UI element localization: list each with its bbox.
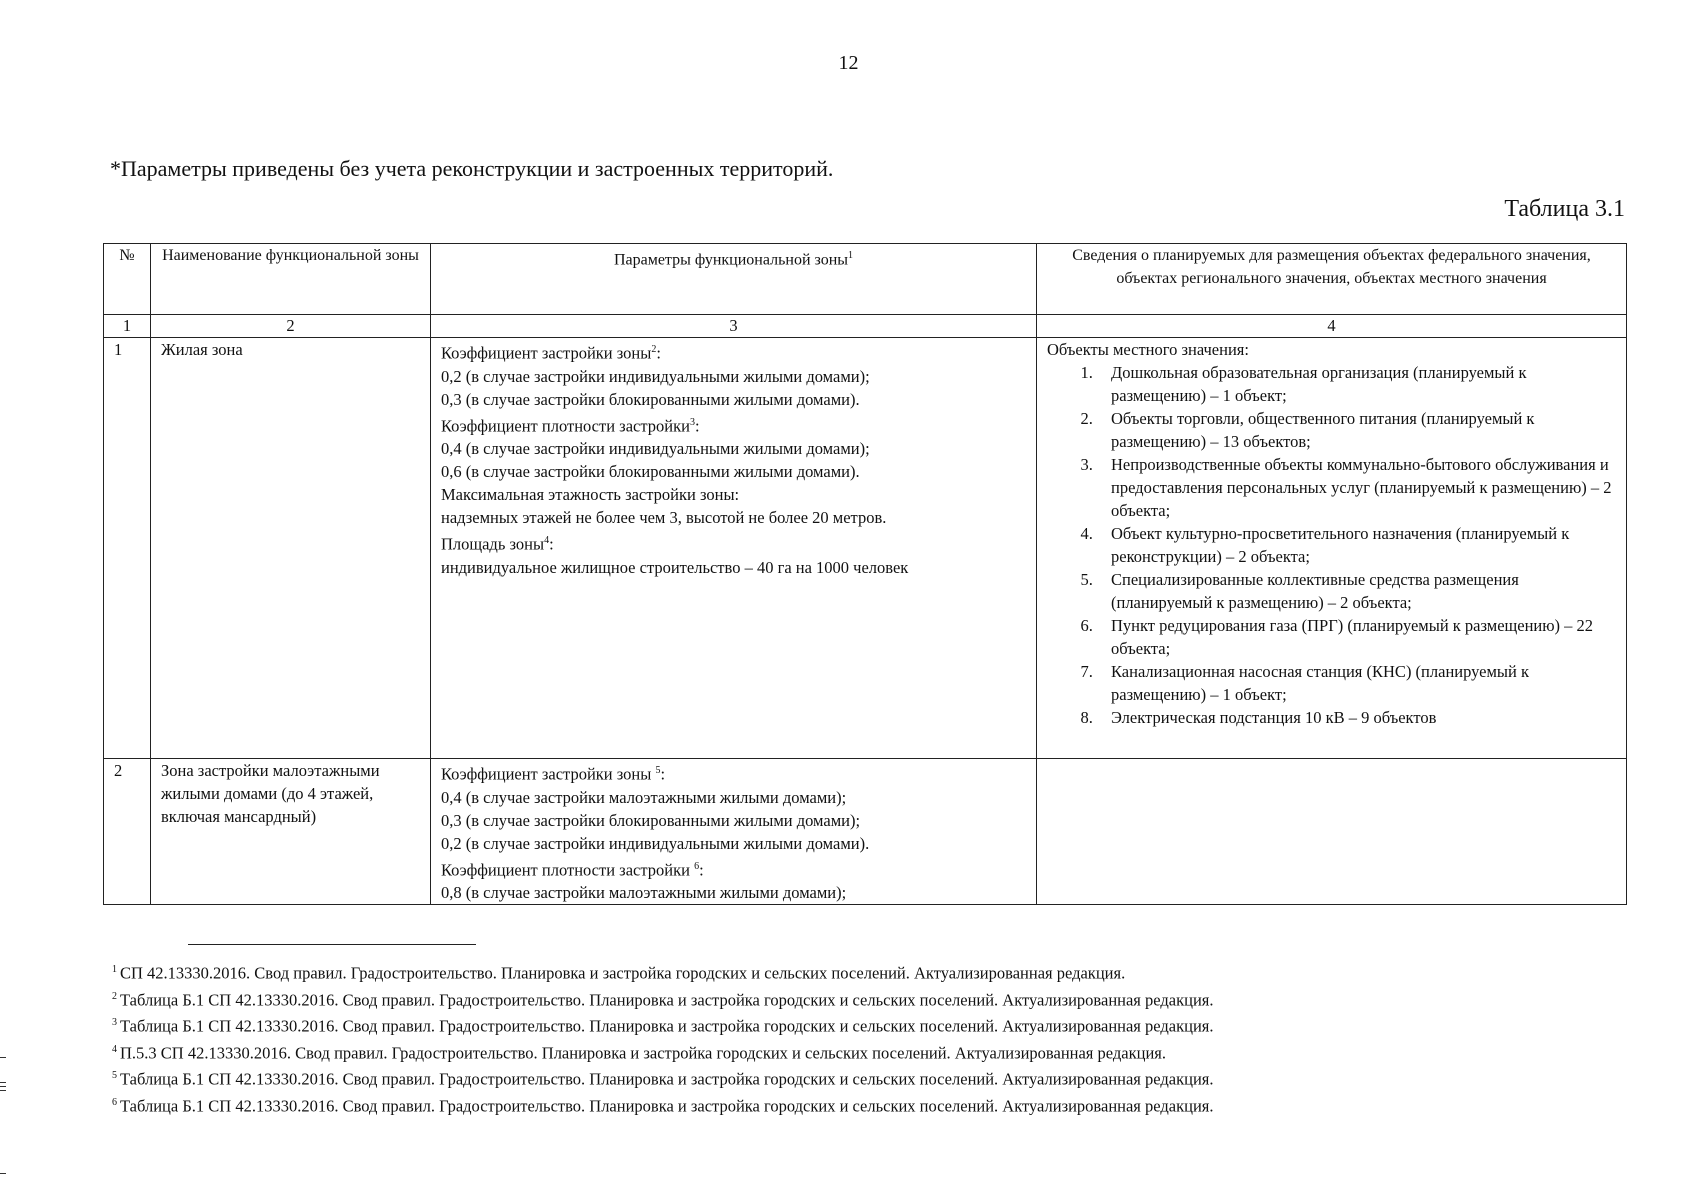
parameter-line [441, 388, 1026, 411]
object-list-item: 2. Объекты торговли, общественного питания (планируемый к размещению) – 13 объектов; [1097, 407, 1616, 453]
scan-edge-mark [0, 1057, 6, 1058]
footnote-number: 6 [112, 1096, 117, 1108]
header-planned-objects: Сведения о планируемых для размещения объектах федерального значения, объектах регионального значения, объектах местного значения [1037, 244, 1627, 315]
footnote [112, 1064, 1214, 1091]
footnotes [112, 958, 1214, 1117]
header-zone-name: Наименование функциональной зоны [151, 244, 431, 315]
parameter-text: 0,6 (в случае застройки блокированными жилыми домами). [441, 462, 860, 481]
parameters-note: *Параметры приведены без учета реконструкции и застроенных территорий. [110, 156, 834, 181]
parameter-line [441, 529, 1026, 556]
column-number-row [104, 315, 1627, 338]
object-list-item: 5. Специализированные коллективные средства размещения (планируемый к размещению) – 2 объекта; [1097, 568, 1616, 614]
column-number: 4 [1037, 315, 1627, 338]
footnote [112, 1091, 1214, 1118]
parameter-suffix: : [656, 343, 661, 363]
parameter-suffix: : [699, 860, 704, 879]
parameter-text: Коэффициент застройки зоны [441, 764, 656, 784]
parameter-line [441, 483, 1026, 506]
zone-parameters [431, 338, 1037, 759]
parameter-line [441, 786, 1026, 809]
parameter-text: 0,2 (в случае застройки индивидуальными жилыми домами). [441, 833, 870, 853]
footnote-number: 3 [112, 1017, 117, 1028]
parameter-text: Коэффициент плотности застройки [441, 416, 690, 435]
object-list-item: 1. Дошкольная образовательная организация (планируемый к размещению) – 1 объект; [1097, 361, 1616, 407]
footnote [112, 1038, 1214, 1065]
column-number: 3 [431, 315, 1037, 338]
parameter-text: индивидуальное жилищное строительство – 40 га на 1000 человек [441, 557, 909, 577]
zone-name: Жилая зона [151, 338, 431, 759]
parameter-suffix: : [694, 416, 700, 435]
parameter-text: 0,2 (в случае застройки индивидуальными жилыми домами); [441, 366, 870, 386]
parameter-text: надземных этажей не более чем 3, высотой не более 20 метров. [441, 508, 887, 527]
scan-edge-mark [0, 1086, 6, 1087]
footnote-number: 1 [112, 964, 117, 975]
footnote-text: Таблица Б.1 СП 42.13330.2016. Свод правил. Градостроительство. Планировка и застройка городских и сельских поселений. Актуализированная редакция. [120, 1069, 1214, 1089]
table-row [104, 759, 1627, 905]
footnote-ref: 6 [694, 860, 700, 872]
footnote-number: 4 [112, 1043, 117, 1055]
footnote [112, 1011, 1214, 1038]
parameter-text: Площадь зоны [441, 534, 545, 554]
parameter-line [441, 832, 1026, 855]
parameter-line [441, 855, 1026, 882]
header-number: № [104, 244, 151, 315]
parameter-line [441, 411, 1026, 438]
footnote [112, 985, 1214, 1012]
table-header-row [104, 244, 1627, 315]
footnote-text: П.5.3 СП 42.13330.2016. Свод правил. Градостроительство. Планировка и застройка городских и сельских поселений. Актуализированная редакция. [120, 1043, 1166, 1062]
scan-edge-mark [0, 1173, 6, 1174]
page-number: 12 [838, 52, 859, 74]
parameter-text: 0,4 (в случае застройки индивидуальными жилыми домами); [441, 439, 870, 458]
header-footnote-ref: 1 [848, 250, 854, 261]
footnote-ref: 2 [651, 344, 657, 355]
planned-objects [1037, 338, 1627, 759]
parameter-line [441, 556, 1026, 579]
parameter-text: Максимальная этажность застройки зоны: [441, 485, 740, 504]
footnote-text: Таблица Б.1 СП 42.13330.2016. Свод правил. Градостроительство. Планировка и застройка городских и сельских поселений. Актуализированная редакция. [120, 1016, 1214, 1036]
parameter-line [441, 506, 1026, 529]
parameter-text: 0,8 (в случае застройки малоэтажными жилыми домами); [441, 883, 847, 902]
parameter-text: Коэффициент застройки зоны [441, 343, 652, 363]
object-list-item: 6. Пункт редуцирования газа (ПРГ) (планируемый к размещению) – 22 объекта; [1097, 614, 1616, 660]
functional-zones-table [103, 243, 1627, 905]
parameter-line [441, 881, 1026, 904]
table-row [104, 338, 1627, 759]
parameter-suffix: : [549, 534, 554, 554]
footnote-number: 5 [112, 1070, 117, 1081]
zone-parameters [431, 759, 1037, 905]
object-list-item: 4. Объект культурно-просветительного назначения (планируемый к реконструкции) – 2 объекта; [1097, 522, 1616, 568]
row-number: 1 [104, 338, 151, 759]
parameter-text: Коэффициент плотности застройки [441, 860, 695, 879]
objects-list [1047, 361, 1616, 729]
footnote-ref: 3 [689, 416, 695, 428]
scan-edge-mark [0, 1090, 6, 1091]
parameter-text: 0,3 (в случае застройки блокированными жилыми домами); [441, 810, 861, 830]
header-zone-parameters: Параметры функциональной зоны$^1$ [431, 244, 1037, 315]
planned-objects [1037, 759, 1627, 905]
footnote-number: 2 [112, 990, 117, 1002]
footnote-ref: 4 [544, 535, 550, 546]
zone-name: Зона застройки малоэтажными жилыми домами (до 4 этажей, включая мансардный) [151, 759, 431, 905]
parameter-text: 0,3 (в случае застройки блокированными жилыми домами). [441, 389, 860, 409]
scan-edge-mark [0, 1082, 6, 1083]
parameter-suffix: : [660, 764, 666, 784]
parameter-line [441, 759, 1026, 786]
footnote-text: СП 42.13330.2016. Свод правил. Градостроительство. Планировка и застройка городских и сельских поселений. Актуализированная редакция. [120, 963, 1126, 983]
object-list-item: 7. Канализационная насосная станция (КНС) (планируемый к размещению) – 1 объект; [1097, 660, 1616, 706]
parameter-line [441, 365, 1026, 388]
footnote-separator [188, 944, 476, 945]
parameter-line [441, 460, 1026, 483]
objects-heading: Объекты местного значения: [1047, 340, 1249, 359]
footnote [112, 958, 1214, 985]
parameter-line [441, 338, 1026, 365]
parameter-line [441, 437, 1026, 460]
object-list-item: 8. Электрическая подстанция 10 кВ – 9 объектов [1097, 706, 1616, 729]
footnote-ref: 5 [655, 765, 661, 776]
table-label: Таблица 3.1 [1504, 196, 1625, 222]
footnote-text: Таблица Б.1 СП 42.13330.2016. Свод правил. Градостроительство. Планировка и застройка городских и сельских поселений. Актуализированная редакция. [120, 1096, 1214, 1115]
column-number: 1 [104, 315, 151, 338]
footnote-text: Таблица Б.1 СП 42.13330.2016. Свод правил. Градостроительство. Планировка и застройка городских и сельских поселений. Актуализированная редакция. [120, 990, 1214, 1009]
parameter-text: 0,4 (в случае застройки малоэтажными жилыми домами); [441, 787, 847, 807]
object-list-item: 3. Непроизводственные объекты коммунально-бытового обслуживания и предоставления персональных услуг (планируемый к размещению) – 2 объекта; [1097, 453, 1616, 522]
column-number: 2 [151, 315, 431, 338]
parameter-line [441, 809, 1026, 832]
row-number: 2 [104, 759, 151, 905]
